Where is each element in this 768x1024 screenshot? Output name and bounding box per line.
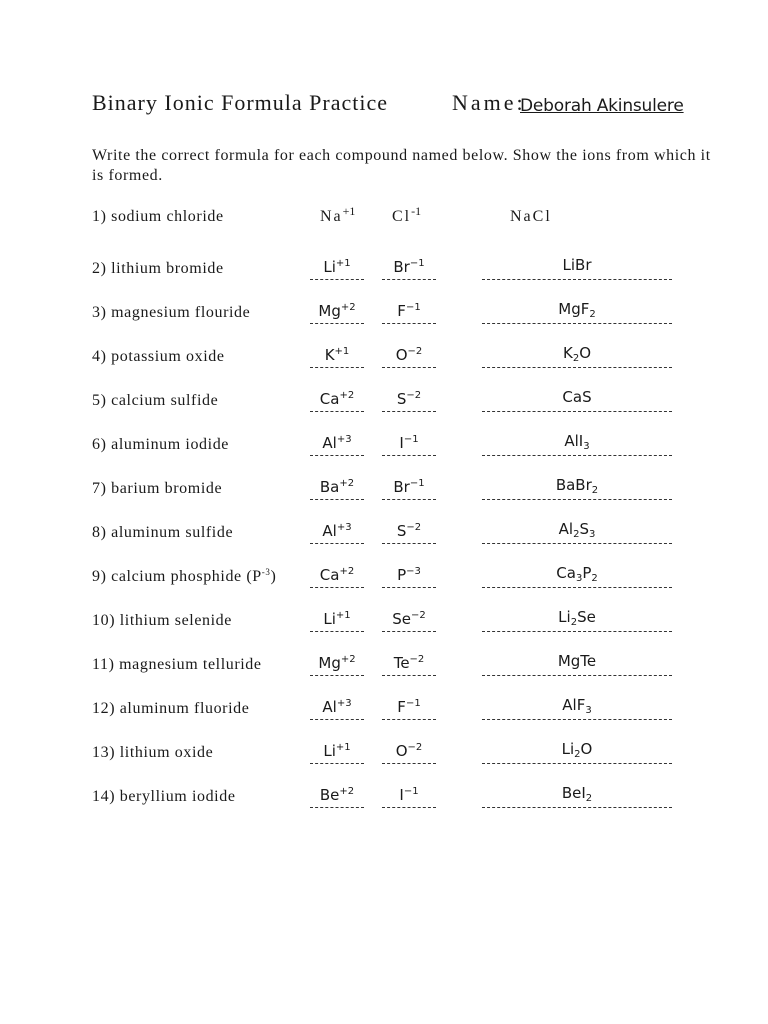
question-row [0,692,768,722]
cation-charge: +1 [335,258,351,269]
formula-answer: $Li_2Se$ [558,608,596,628]
formula-blank[interactable] [482,610,672,634]
cation-symbol: Li [323,610,336,628]
name-label: Name: [452,90,526,115]
cation-charge: +1 [335,610,351,621]
cation-charge: +3 [336,698,352,709]
anion-blank[interactable] [382,698,436,722]
anion-charge: −2 [407,346,423,357]
cation-blank[interactable] [310,522,364,546]
question-label: 8) aluminum sulfide [92,524,234,541]
question-label: 3) magnesium flouride [92,304,251,321]
example-formula: NaCl [510,208,552,225]
formula-answer: AlF$_3$ [562,696,592,716]
cation-blank[interactable] [310,434,364,458]
anion-charge: −1 [403,786,419,797]
cation-charge: +2 [340,654,356,665]
anion-charge: −1 [405,698,421,709]
cation-symbol: Mg [318,302,341,320]
cation-blank[interactable] [310,566,364,590]
cation-symbol: K [324,346,335,364]
anion-symbol: Se [392,610,411,628]
label-superscript: -3 [261,567,271,577]
cation-symbol: Al [322,522,337,540]
formula-blank[interactable] [482,258,672,282]
question-row [0,296,768,326]
anion-charge: −1 [409,478,425,489]
example-anion: $Cl^{-1}$ [392,204,422,225]
cation-blank[interactable] [310,786,364,810]
formula-blank[interactable] [482,786,672,810]
question-row [0,472,768,502]
anion-symbol: F [397,698,406,716]
cation-charge: +2 [340,302,356,313]
question-label: 14) beryllium iodide [92,788,236,805]
anion-blank[interactable] [382,522,436,546]
question-row [0,340,768,370]
cation-charge: +2 [339,786,355,797]
question-label: 7) barium bromide [92,480,223,497]
anion-symbol: Br [393,478,410,496]
formula-blank[interactable] [482,742,672,766]
question-row [0,736,768,766]
formula-blank[interactable] [482,654,672,678]
cation-symbol: Li [323,742,336,760]
formula-answer: CaS [562,388,592,406]
formula-answer: AlI$_3$ [564,432,590,452]
cation-blank[interactable] [310,346,364,370]
anion-blank[interactable] [382,258,436,282]
anion-blank[interactable] [382,742,436,766]
cation-charge: +3 [336,434,352,445]
formula-blank[interactable] [482,434,672,458]
formula-answer: LiBr [562,256,592,274]
question-row [0,384,768,414]
anion-symbol: P [397,566,407,584]
anion-blank[interactable] [382,390,436,414]
anion-symbol: S [396,390,407,408]
anion-blank[interactable] [382,346,436,370]
anion-blank[interactable] [382,478,436,502]
question-label: 2) lithium bromide [92,260,224,277]
cation-charge: +1 [334,346,350,357]
formula-answer: $K_2O$ [562,344,592,364]
anion-charge: −2 [411,610,426,621]
example-cation: $Na^{+1}$ [320,204,356,225]
example-row [0,200,768,230]
anion-blank[interactable] [382,610,436,634]
question-row [0,604,768,634]
question-label: 4) potassium oxide [92,348,225,365]
anion-symbol: F [397,302,406,320]
anion-charge: −1 [403,434,419,445]
formula-blank[interactable] [482,346,672,370]
anion-blank[interactable] [382,786,436,810]
cation-blank[interactable] [310,654,364,678]
question-label: 11) magnesium telluride [92,656,262,673]
question-row [0,560,768,590]
cation-symbol: Mg [318,654,341,672]
formula-blank[interactable] [482,302,672,326]
instructions: Write the correct formula for each compound named below. Show the ions from which it is formed. [92,147,711,184]
anion-charge: −3 [406,566,421,577]
name-value[interactable]: Deborah Akinsulere [520,96,684,116]
anion-symbol: S [396,522,407,540]
anion-charge: −2 [407,742,423,753]
question-label: 9) calcium phosphide $(P^{-3})$ [92,567,277,585]
anion-symbol: Br [393,258,410,276]
formula-blank[interactable] [482,478,672,502]
anion-symbol: O [395,742,408,760]
question-row [0,648,768,678]
page-title: Binary Ionic Formula Practice [92,90,388,115]
formula-blank[interactable] [482,698,672,722]
formula-blank[interactable] [482,390,672,414]
cation-symbol: Al [322,434,337,452]
formula-answer: $Li_2O$ [561,740,593,760]
anion-charge: −2 [409,654,425,665]
cation-charge: +3 [336,522,352,533]
anion-charge: −2 [406,390,422,401]
anion-blank[interactable] [382,302,436,326]
question-label: 5) calcium sulfide [92,392,219,409]
formula-answer: $Ca_3P_2$ [556,564,598,584]
cation-blank[interactable] [310,390,364,414]
cation-blank[interactable] [310,698,364,722]
question-label: 1) sodium chloride [92,208,224,225]
cation-blank[interactable] [310,302,364,326]
question-row [0,252,768,282]
anion-symbol: I [399,434,404,452]
cation-symbol: Ca [319,566,340,584]
question-label: 13) lithium oxide [92,744,214,761]
cation-blank[interactable] [310,742,364,766]
cation-symbol: Li [323,258,336,276]
formula-blank[interactable] [482,522,672,546]
formula-answer: MgTe [557,652,597,670]
cation-symbol: Ca [319,390,340,408]
question-row [0,428,768,458]
formula-answer: MgF$_2$ [558,300,596,320]
cation-charge: +2 [339,566,355,577]
anion-blank[interactable] [382,566,436,590]
cation-blank[interactable] [310,610,364,634]
formula-blank[interactable] [482,566,672,590]
formula-answer: $Al_2S_3$ [558,520,596,540]
cation-charge: +1 [335,742,351,753]
question-label: 10) lithium selenide [92,612,232,629]
anion-symbol: I [399,786,404,804]
cation-blank[interactable] [310,478,364,502]
question-label: 12) aluminum fluoride [92,700,250,717]
anion-charge: −2 [406,522,422,533]
anion-blank[interactable] [382,654,436,678]
question-label: 6) aluminum iodide [92,436,230,453]
cation-charge: +2 [339,390,355,401]
cation-symbol: Al [322,698,337,716]
cation-symbol: Be [319,786,340,804]
question-row [0,516,768,546]
anion-charge: −1 [409,258,425,269]
anion-symbol: Te [393,654,410,672]
anion-blank[interactable] [382,434,436,458]
formula-answer: BaBr$_2$ [555,476,599,496]
question-row [0,780,768,810]
cation-blank[interactable] [310,258,364,282]
cation-symbol: Ba [319,478,340,496]
anion-symbol: O [395,346,408,364]
anion-charge: −1 [405,302,421,313]
cation-charge: +2 [339,478,355,489]
formula-answer: BeI$_2$ [561,784,593,804]
